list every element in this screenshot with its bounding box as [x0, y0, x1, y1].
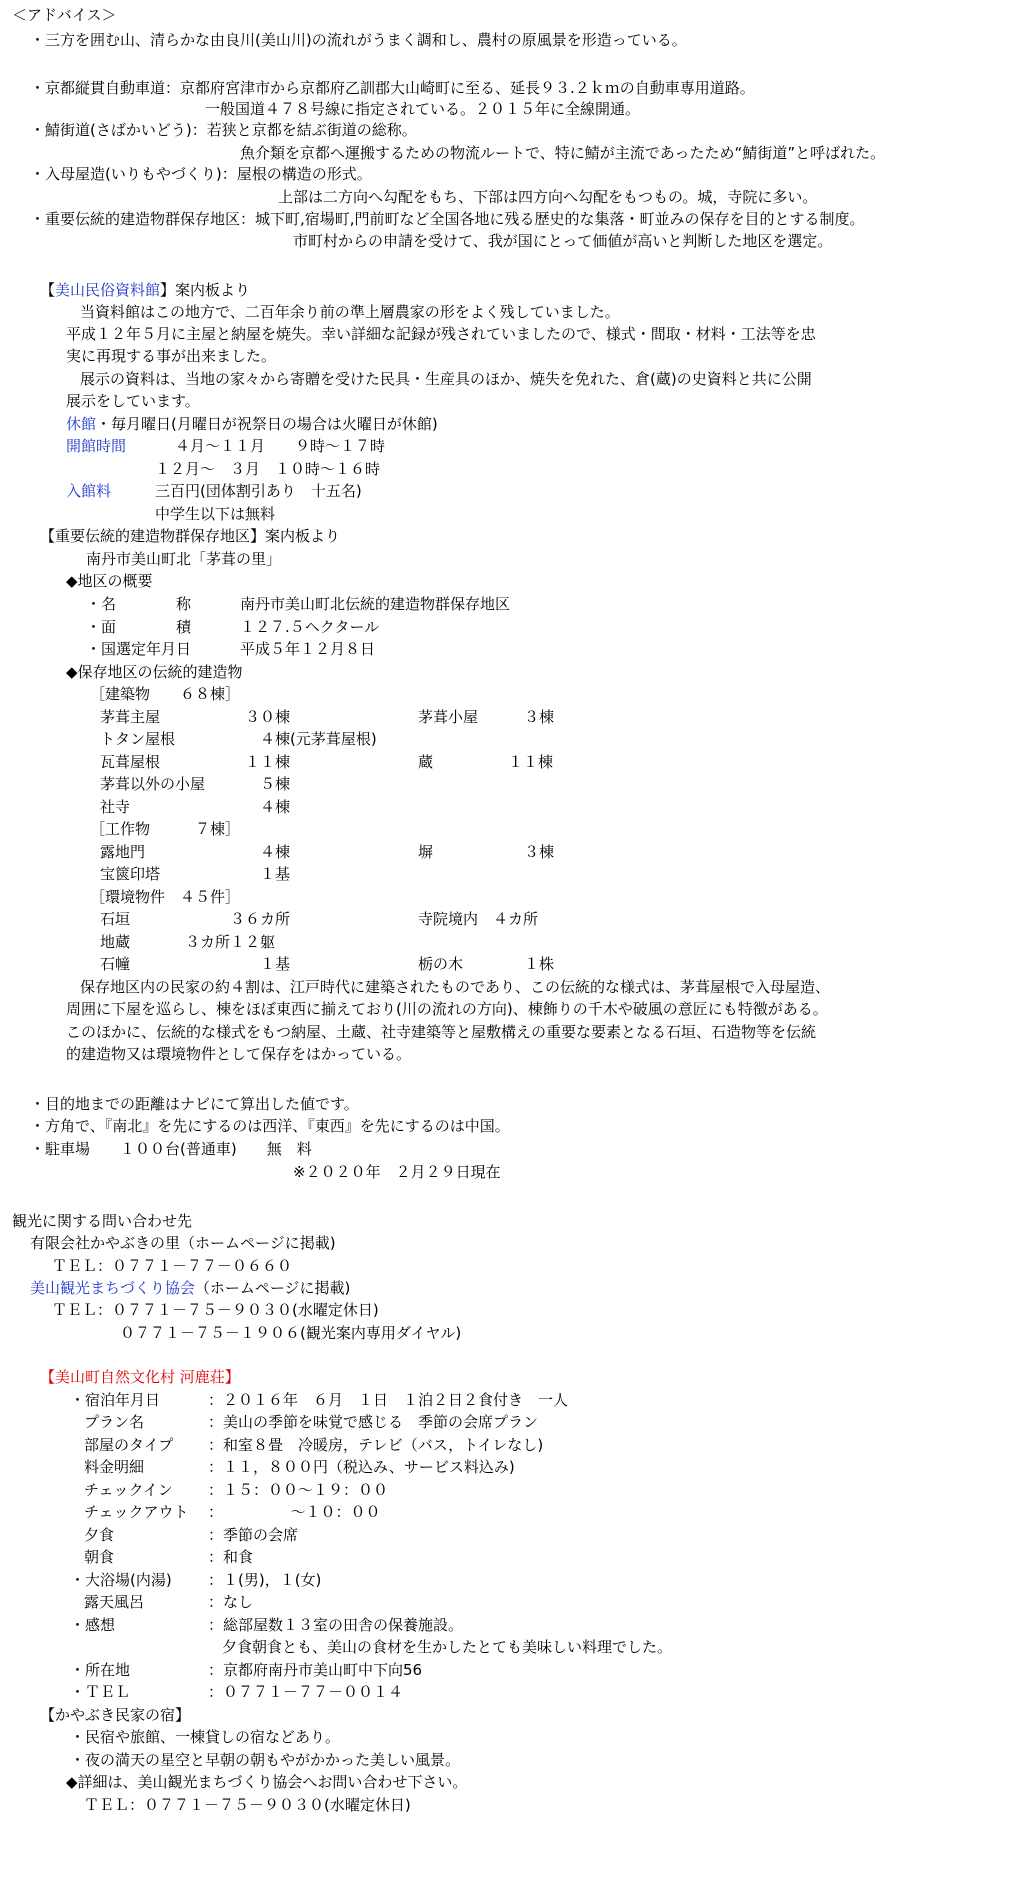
- saba-kaido-note-2: 魚介類を京都へ運搬するための物流ルートで、特に鯖が主流であったため“鯖街道”と呼ばれた。: [240, 144, 886, 162]
- expressway-note: ・京都縦貫自動車道：京都府宮津市から京都府乙訓郡大山崎町に至る、延長９３.２ｋｍの自動車専用道路。: [30, 79, 755, 97]
- inn-field-value: ：総部屋数１３室の田舎の保養施設。: [208, 1616, 464, 1634]
- museum-name: 美山民俗資料館: [55, 281, 161, 299]
- structure-count: １基: [260, 865, 291, 883]
- building-type: トタン屋根: [100, 730, 176, 748]
- environment-type: 寺院境内 ４カ所: [418, 910, 539, 928]
- inn-field-value: 夕食朝食とも、美山の食材を生かしたとても美味しい料理でした。: [222, 1638, 673, 1656]
- inn-field-label: ・感想: [70, 1616, 116, 1634]
- inn-field-label: プラン名: [84, 1413, 145, 1431]
- advice-heading: ＜アドバイス＞: [12, 6, 117, 24]
- inn-field-value: ：季節の会席: [208, 1526, 299, 1544]
- hours-label: 開館時間: [66, 437, 127, 455]
- inn-field-label: 料金明細: [84, 1458, 145, 1476]
- building-count: ５棟: [260, 775, 291, 793]
- inn-field-value: ：１５：００～１９：００: [208, 1481, 389, 1499]
- structure-type: 露地門: [100, 843, 146, 861]
- museum-heading-suffix: 】案内板より: [160, 281, 251, 299]
- closed-text: ・毎月曜日(月曜日が祝祭日の場合は火曜日が休館): [96, 415, 438, 433]
- preservation-note-2: 市町村からの申請を受けて、我が国にとって価値が高いと判断した地区を選定。: [293, 232, 833, 250]
- kayabuki-line: ・民宿や旅館、一棟貸しの宿などあり。: [70, 1728, 341, 1746]
- environment-type: 石垣: [100, 910, 131, 928]
- advice-intro: ・三方を囲む山、清らかな由良川(美山川)の流れがうまく調和し、農村の原風景を形造っている。: [30, 31, 687, 49]
- preservation-note: ・重要伝統的建造物群保存地区：城下町,宿場町,門前町など全国各地に残る歴史的な集落・町並みの保存を目的とする制度。: [30, 210, 865, 228]
- inn-field-value: ：２０１６年 ６月 １日 １泊２日２食付き 一人: [208, 1391, 569, 1409]
- environment-count: ３カ所１２躯: [185, 933, 276, 951]
- inn-field-value: ：京都府南丹市美山町中下向56: [208, 1661, 423, 1679]
- contact-org-2-tel-2: ０７７１－７５－１９０６(観光案内専用ダイヤル): [120, 1324, 462, 1342]
- inn-field-value: ：１(男)，１(女): [208, 1571, 322, 1589]
- building-type: 茅葺小屋: [418, 708, 479, 726]
- inn-field-label: 朝食: [84, 1548, 115, 1566]
- structure-count: ４棟: [260, 843, 291, 861]
- inn-field-label: ・宿泊年月日: [70, 1391, 161, 1409]
- building-count: １１棟: [245, 753, 291, 771]
- structure-count: ３棟: [524, 843, 555, 861]
- inn-field-label: チェックイン: [84, 1481, 173, 1499]
- district-heading: 【重要伝統的建造物群保存地区】案内板より: [40, 527, 341, 545]
- contact-org-2-tel-1: ＴＥＬ：０７７１－７５－９０３０(水曜定休日): [52, 1301, 379, 1319]
- building-count: ３０棟: [245, 708, 291, 726]
- inn-field-value: ：なし: [208, 1593, 254, 1611]
- contact-org-2-name: 美山観光まちづくり協会: [30, 1279, 195, 1297]
- museum-closed: [66, 414, 438, 434]
- district-date-label: ・国選定年月日: [86, 640, 192, 658]
- museum-paragraph-2b: 実に再現する事が出来ました。: [66, 347, 277, 365]
- irimoya-note-2: 上部は二方向へ勾配をもち、下部は四方向へ勾配をもつもの。城，寺院に多い。: [278, 188, 818, 206]
- district-description-3: このほかに、伝統的な様式をもつ納屋、土蔵、社寺建築等と屋敷構えの重要な要素となる石垣、石造物等を伝統: [66, 1023, 817, 1041]
- district-area-label: ・面 積: [86, 618, 192, 636]
- museum-heading: [40, 280, 250, 300]
- inn-field-label: 部屋のタイプ: [84, 1436, 174, 1454]
- structure-type: 宝篋印塔: [100, 865, 161, 883]
- inn-field-label: 夕食: [84, 1526, 115, 1544]
- bracket: 【: [40, 1368, 56, 1386]
- saba-kaido-note: ・鯖街道(さばかいどう)：若狭と京都を結ぶ街道の総称。: [30, 121, 417, 139]
- kayabuki-line: ・夜の満天の星空と早朝の朝もやがかかった美しい風景。: [70, 1751, 461, 1769]
- building-count: ３棟: [524, 708, 555, 726]
- fee-label: 入館料: [66, 482, 112, 500]
- district-name-label: ・名 称: [86, 595, 192, 613]
- category-environment: ［環境物件 ４５件］: [90, 888, 241, 906]
- inn-field-value: ：１１，８００円（税込み、サービス料込み): [208, 1458, 515, 1476]
- structure-type: 塀: [418, 843, 434, 861]
- district-area-value: １２７.５ヘクタール: [240, 618, 380, 636]
- inn-name: 美山町自然文化村 河鹿荘: [55, 1368, 225, 1386]
- building-type: 瓦葺屋根: [100, 753, 161, 771]
- bracket: 【: [40, 281, 56, 299]
- inn-field-value: ：０７７１－７７－００１４: [208, 1683, 404, 1701]
- kayabuki-heading: 【かやぶき民家の宿】: [40, 1706, 191, 1724]
- district-date-value: 平成５年１２月８日: [240, 640, 376, 658]
- district-description-2: 周囲に下屋を巡らし、棟をほぼ東西に揃えており(川の流れの方向)、棟飾りの千木や破風の意匠にも特徴がある。: [66, 1000, 828, 1018]
- environment-type: 石幢: [100, 955, 131, 973]
- district-description-1: 保存地区内の民家の約４割は、江戸時代に建築されたものであり、この伝統的な様式は、茅葺屋根で入母屋造、: [80, 978, 831, 996]
- contact-org-1: 有限会社かやぶきの里（ホームページに掲載): [30, 1234, 336, 1252]
- distance-note: ・目的地までの距離はナビにて算出した値です。: [30, 1095, 359, 1113]
- district-name-value: 南丹市美山町北伝統的建造物群保存地区: [240, 595, 511, 613]
- hours-line-1: ４月～１１月 ９時～１７時: [175, 437, 386, 455]
- category-buildings: ［建築物 ６８棟］: [90, 685, 241, 703]
- category-structures: ［工作物 ７棟］: [90, 820, 241, 838]
- as-of-date: ※２０２０年 ２月２９日現在: [293, 1163, 501, 1181]
- inn-field-value: ：美山の季節を味覚で感じる 季節の会席プラン: [208, 1413, 539, 1431]
- hours-line-2: １２月～ ３月 １０時～１６時: [155, 460, 381, 478]
- fee-line-2: 中学生以下は無料: [155, 505, 276, 523]
- contact-heading: 観光に関する問い合わせ先: [12, 1212, 193, 1230]
- buildings-heading: ◆保存地区の伝統的建造物: [66, 663, 243, 681]
- museum-paragraph-2a: 平成１２年５月に主屋と納屋を焼失。幸い詳細な記録が残されていましたので、様式・間取・材料・工法等を忠: [66, 325, 816, 343]
- contact-org-2-note: （ホームページに掲載): [194, 1279, 351, 1297]
- building-count: ４棟(元茅葺屋根): [260, 730, 377, 748]
- irimoya-note: ・入母屋造(いりもやづくり)：屋根の構造の形式。: [30, 165, 372, 183]
- district-description-4: 的建造物又は環境物件として保存をはかっている。: [66, 1045, 412, 1063]
- closed-label: 休館: [66, 415, 97, 433]
- kayabuki-line: ◆詳細は、美山観光まちづくり協会へお問い合わせ下さい。: [66, 1773, 468, 1791]
- building-type: 茅葺以外の小屋: [100, 775, 206, 793]
- museum-paragraph-3b: 展示をしています。: [66, 392, 200, 410]
- museum-paragraph-3a: 展示の資料は、当地の家々から寄贈を受けた民具・生産具のほか、焼失を免れた、倉(蔵)の史資料と共に公開: [80, 370, 812, 388]
- building-type: 蔵: [418, 753, 434, 771]
- building-count: １１棟: [508, 753, 554, 771]
- direction-note: ・方角で、『南北』を先にするのは西洋、『東西』を先にするのは中国。: [30, 1117, 510, 1135]
- museum-paragraph-1: 当資料館はこの地方で、二百年余り前の準上層農家の形をよく残していました。: [80, 303, 620, 321]
- contact-org-1-tel: ＴＥＬ：０７７１－７７－０６６０: [52, 1257, 293, 1275]
- environment-count: １株: [524, 955, 555, 973]
- inn-field-label: ・ＴＥＬ: [70, 1683, 131, 1701]
- overview-heading: ◆地区の概要: [66, 572, 153, 590]
- inn-field-label: 露天風呂: [84, 1593, 145, 1611]
- kayabuki-tel: ＴＥＬ：０７７１－７５－９０３０(水曜定休日): [84, 1796, 411, 1814]
- inn-field-value: ： ～１０：００: [208, 1503, 381, 1521]
- fee-line-1: 三百円(団体割引あり 十五名): [155, 482, 362, 500]
- environment-count: １基: [260, 955, 291, 973]
- expressway-note-2: 一般国道４７８号線に指定されている。２０１５年に全線開通。: [205, 100, 641, 118]
- inn-field-label: ・大浴場(内湯): [70, 1571, 172, 1589]
- inn-heading: [40, 1367, 240, 1387]
- bracket: 】: [224, 1368, 240, 1386]
- building-type: 茅葺主屋: [100, 708, 161, 726]
- inn-field-value: ：和室８畳 冷暖房，テレビ（バス，トイレなし): [208, 1436, 544, 1454]
- environment-type: 地蔵: [100, 933, 131, 951]
- building-count: ４棟: [260, 798, 291, 816]
- inn-field-value: ：和食: [208, 1548, 254, 1566]
- building-type: 社寺: [100, 798, 131, 816]
- environment-type: 栃の木: [418, 955, 464, 973]
- inn-field-label: ・所在地: [70, 1661, 131, 1679]
- inn-field-label: チェックアウト: [84, 1503, 189, 1521]
- district-place: 南丹市美山町北「茅葺の里」: [86, 550, 282, 568]
- contact-org-2: [30, 1278, 350, 1298]
- parking-note: ・駐車場 １００台(普通車) 無 料: [30, 1140, 312, 1158]
- environment-count: ３６カ所: [230, 910, 291, 928]
